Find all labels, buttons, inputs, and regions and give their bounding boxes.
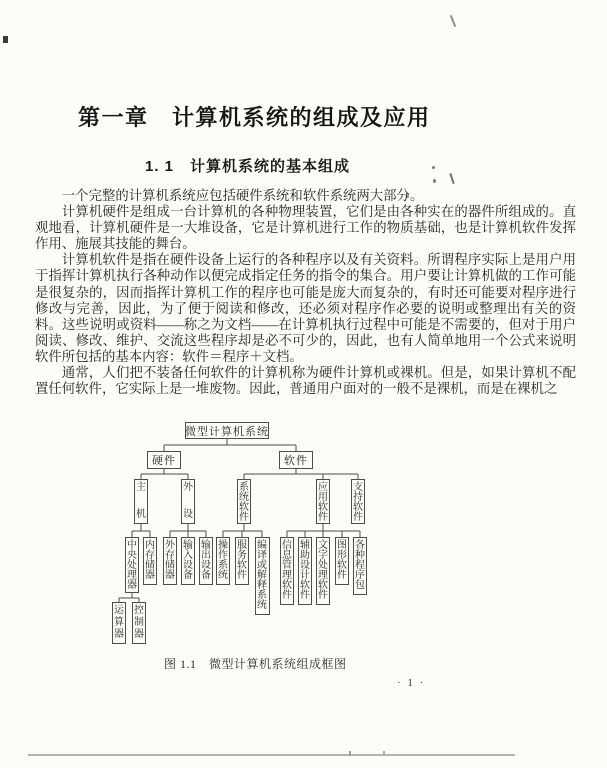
diagram-node-graphics-software: 图 形 软 件: [335, 537, 349, 585]
diagram-node-software: 软件: [279, 451, 313, 469]
paragraph: 计算机软件是指在硬件设备上运行的各种程序以及有关资料。所谓程序实际上是用户用于指挥计算机执行各种动作以便完成指定任务的指令的集合。用户要让计算机做的工作可能是很复杂的，因而指挥计算机工作的程序也可能是庞大而复杂的，有时还可能要对程序进行修改与完善，因此，为了便于阅读和修改，还必须对程序作必要的说明或整理出有关的资料。这些说明或资料——称之为文档——在计算机执行过程中可能是不需要的，但对于用户阅读、修改、维护、交流这些程序却是必不可少的，因此，也有人简单地用一个公式来说明软件所包括的基本内容：软件＝程序＋文档。: [35, 252, 576, 364]
page-number: · 1 ·: [397, 677, 426, 689]
diagram-node-operating-system: 操 作 系 统: [216, 537, 230, 585]
diagram-node-cpu: 中 央 处 理 器: [125, 537, 139, 593]
diagram-node-compiler-interpreter: 编 译 或 解 释 系 统: [255, 537, 270, 615]
diagram-node-output-device: 输 出 设 备: [199, 537, 213, 585]
diagram-node-aided-design: 辅 助 设 计 软 件: [298, 537, 312, 605]
diagram-node-peripheral: 外 设: [181, 479, 195, 524]
diagram-node-external-storage: 外 存 储 器: [163, 537, 177, 585]
page-bottom-rule: [28, 754, 515, 756]
diagram-node-word-processing: 文 字 处 理 软 件: [316, 537, 330, 605]
diagram-node-hardware: 硬件: [147, 451, 181, 469]
paragraph: 通常，人们把不装备任何软件的计算机称为硬件计算机或裸机。但是，如果计算机不配置任何软件，它实际上是一堆废物。因此，普通用户面对的一般不是裸机，而是在裸机之: [35, 365, 576, 397]
diagram-node-alu: 运 算 器: [112, 602, 126, 644]
diagram-node-system-software: 系 统 软 件: [237, 479, 251, 524]
scan-artifact: [383, 751, 385, 756]
diagram-node-host: 主 机: [134, 479, 148, 524]
diagram-node-control-unit: 控 制 器: [132, 602, 146, 644]
diagram-node-input-device: 输 入 设 备: [181, 537, 195, 585]
paragraph: 一个完整的计算机系统应包括硬件系统和软件系统两大部分。: [61, 188, 424, 203]
figure-caption: 图 1.1 微型计算机系统组成框图: [164, 657, 347, 671]
chapter-title: 第一章 计算机系统的组成及应用: [78, 105, 431, 130]
diagram-node-system: 微型计算机系统: [185, 422, 269, 439]
diagram-node-service-software: 服 务 软 件: [235, 537, 249, 585]
diagram-node-application-software: 应 用 软 件: [316, 479, 330, 524]
paragraph: 计算机硬件是组成一台计算机的各种物理装置，它们是由各种实在的器件所组成的。直观地看，计算机硬件是一大堆设备，它是计算机进行工作的物质基础，也是计算机软件发挥作用、施展其技能的舞台。: [35, 204, 576, 252]
diagram-node-info-management: 信 息 管 理 软 件: [280, 537, 294, 605]
diagram-node-program-packages: 各 种 程 序 包: [353, 537, 367, 595]
diagram-node-memory: 内 存 储 器: [143, 537, 157, 585]
section-title: 1. 1 计算机系统的基本组成: [145, 158, 351, 175]
diagram-node-support-software: 支 持 软 件: [351, 479, 365, 524]
scan-artifact: [349, 751, 351, 756]
